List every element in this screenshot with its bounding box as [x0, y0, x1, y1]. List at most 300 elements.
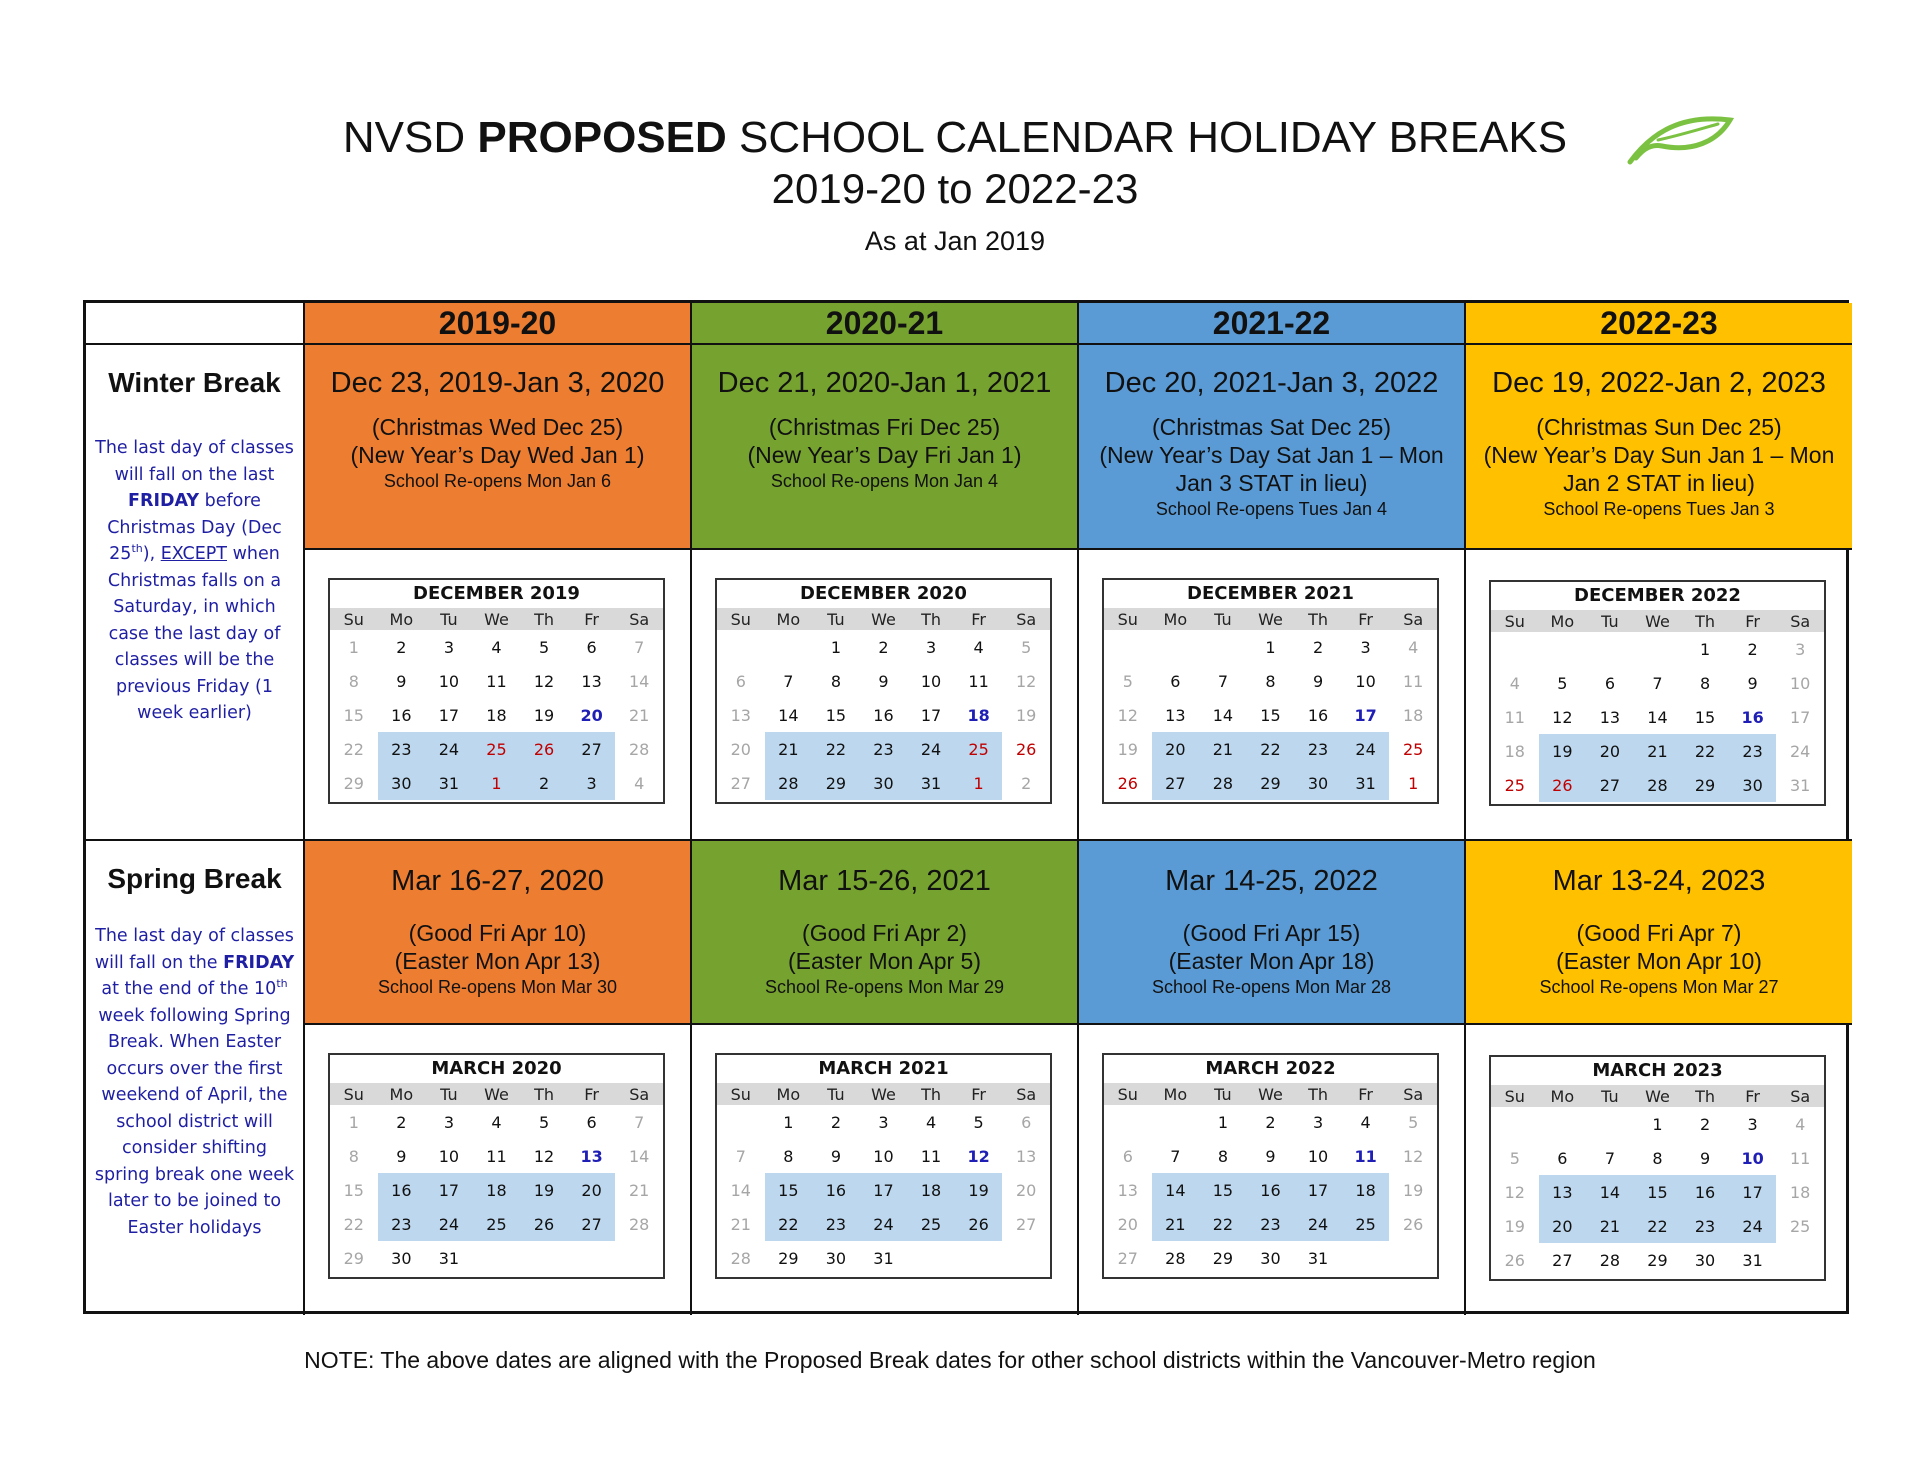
calendar-day: 21	[730, 1214, 751, 1234]
spring-break-note	[94, 923, 295, 1241]
calendar-day: 3	[1747, 1114, 1758, 1134]
calendar-month-title: MARCH 2020	[431, 1058, 562, 1079]
calendar-day: 14	[730, 1180, 751, 1200]
calendar-day	[717, 1105, 765, 1139]
calendar-day: 8	[783, 1146, 794, 1166]
calendar-grid	[330, 608, 663, 800]
calendar-day: 26	[1539, 768, 1587, 802]
calendar-day: 11	[920, 1146, 942, 1166]
weekday-label: Th	[1294, 608, 1342, 630]
calendar-day: 3	[1795, 639, 1806, 659]
calendar-day: 22	[765, 1207, 813, 1241]
calendar-day: 24	[425, 1207, 473, 1241]
calendar-day: 28	[1199, 766, 1247, 800]
march-2023-calendar	[1489, 1055, 1826, 1281]
calendar-day: 20	[1539, 1209, 1587, 1243]
reopen-text: School Re-opens Mon Mar 29	[764, 977, 1005, 997]
leaf-logo-icon	[1622, 112, 1734, 168]
note-text: when Christmas falls on a Saturday, in which case the last day of classes will be the previous Friday (1 week earlier)	[107, 544, 282, 723]
calendar-table	[83, 300, 1849, 1314]
calendar-day: 5	[538, 1112, 550, 1132]
reopen-text: School Re-opens Mon Jan 6	[383, 471, 612, 491]
desc-line: (New Year’s Day Sat Jan 1 – Mon Jan 3 STAT in lieu)	[1099, 442, 1444, 496]
calendar-day: 18	[486, 705, 507, 725]
spring-dates-2020-21	[692, 841, 1079, 1025]
calendar-day: 23	[1729, 734, 1777, 768]
break-range: Mar 13-24, 2023	[1552, 865, 1766, 897]
calendar-day: 3	[1312, 1112, 1324, 1132]
spring-break-label: Spring Break	[107, 863, 282, 894]
calendar-week-row	[330, 698, 663, 732]
calendar-day: 29	[1647, 1250, 1668, 1270]
calendar-day: 12	[1552, 707, 1573, 727]
calendar-day: 10	[438, 1146, 460, 1166]
calendar-day: 30	[1260, 1248, 1281, 1268]
reopen-text: School Re-opens Mon Mar 30	[377, 977, 618, 997]
calendar-day: 27	[730, 773, 751, 793]
desc-line: (Good Fri Apr 7)	[1576, 920, 1742, 946]
calendar-day: 22	[1247, 732, 1295, 766]
calendar-day: 10	[920, 671, 942, 691]
calendar-day: 7	[735, 1146, 746, 1166]
calendar-day: 1	[1217, 1112, 1228, 1132]
calendar-day: 31	[1742, 1250, 1763, 1270]
calendar-day: 12	[1504, 1182, 1525, 1202]
calendar-day: 9	[1699, 1148, 1711, 1168]
calendar-day: 2	[830, 1112, 841, 1132]
weekday-label: Su	[1491, 610, 1539, 632]
calendar-day: 28	[629, 739, 650, 759]
note-underline: EXCEPT	[160, 544, 227, 564]
calendar-day: 26	[1504, 1250, 1525, 1270]
calendar-day: 26	[1016, 739, 1037, 759]
calendar-week-row	[1491, 666, 1824, 700]
calendar-day: 29	[778, 1248, 799, 1268]
calendar-day: 21	[629, 1180, 650, 1200]
calendar-day: 1	[348, 637, 359, 657]
footnote: NOTE: The above dates are aligned with the Proposed Break dates for other school districts within the Vancouver-Metro region	[304, 1347, 1596, 1373]
calendar-day: 11	[968, 671, 989, 691]
calendar-day: 16	[1247, 1173, 1295, 1207]
calendar-day: 29	[812, 766, 860, 800]
calendar-day: 19	[1117, 739, 1138, 759]
calendar-day: 18	[1403, 705, 1424, 725]
calendar-day: 6	[586, 1112, 597, 1132]
calendar-day	[615, 1241, 663, 1275]
weekday-label: Sa	[1389, 1083, 1437, 1105]
calendar-day: 28	[1634, 768, 1682, 802]
calendar-day: 10	[438, 671, 460, 691]
calendar-day: 13	[580, 1146, 603, 1166]
calendar-month-title: DECEMBER 2022	[1574, 585, 1741, 606]
calendar-day: 21	[1152, 1207, 1200, 1241]
calendar-day: 23	[1681, 1209, 1729, 1243]
march-2022-calendar	[1102, 1053, 1439, 1279]
weekday-label: Mo	[1539, 1085, 1587, 1107]
calendar-day: 24	[860, 1207, 908, 1241]
calendar-day: 14	[1586, 1175, 1634, 1209]
calendar-day: 16	[391, 705, 412, 725]
calendar-day: 10	[1355, 671, 1376, 691]
weekday-label: Th	[1681, 1085, 1729, 1107]
weekday-label: We	[473, 1083, 521, 1105]
calendar-grid	[330, 1083, 663, 1275]
calendar-day: 17	[860, 1173, 908, 1207]
calendar-day: 25	[907, 1207, 955, 1241]
calendar-month-title: MARCH 2021	[818, 1058, 949, 1079]
calendar-week-row	[1104, 698, 1437, 732]
weekday-label: Su	[1104, 1083, 1152, 1105]
calendar-day: 2	[520, 766, 568, 800]
calendar-day: 30	[1694, 1250, 1716, 1270]
calendar-day: 3	[925, 637, 937, 657]
year-header-2022-23: 2022-23	[1466, 303, 1852, 345]
calendar-week-row	[330, 1139, 663, 1173]
calendar-week-row	[1104, 664, 1437, 698]
calendar-day: 21	[1199, 732, 1247, 766]
calendar-day: 11	[1790, 1148, 1811, 1168]
break-range: Mar 15-26, 2021	[778, 865, 991, 897]
calendar-day: 19	[955, 1173, 1003, 1207]
weekday-label: Sa	[615, 608, 663, 630]
weekday-label: Mo	[378, 1083, 426, 1105]
calendar-day: 19	[1403, 1180, 1424, 1200]
calendar-day: 29	[1247, 766, 1295, 800]
calendar-day: 17	[1790, 707, 1811, 727]
spring-dates-2021-22	[1079, 841, 1466, 1025]
calendar-day: 30	[860, 766, 908, 800]
calendar-day: 30	[391, 1248, 412, 1268]
calendar-day: 29	[1681, 768, 1729, 802]
calendar-day	[907, 1241, 955, 1275]
desc-line: (Christmas Sat Dec 25)	[1151, 414, 1391, 440]
calendar-day: 24	[1790, 741, 1811, 761]
year-header-2020-21: 2020-21	[692, 303, 1079, 345]
calendar-day: 27	[1152, 766, 1200, 800]
weekday-label: Sa	[1776, 610, 1824, 632]
note-text: before Christmas Day (Dec 25	[107, 491, 282, 564]
calendar-day: 23	[1247, 1207, 1295, 1241]
weekday-label: Tu	[812, 1083, 860, 1105]
calendar-day: 31	[425, 766, 473, 800]
calendar-day: 17	[1294, 1173, 1342, 1207]
calendar-day	[1002, 1241, 1050, 1275]
desc-line: (Easter Mon Apr 5)	[787, 948, 982, 974]
calendar-day: 29	[1212, 1248, 1234, 1268]
calendar-day: 17	[920, 705, 942, 725]
desc-line: (Good Fri Apr 10)	[408, 920, 587, 946]
calendar-month-title: DECEMBER 2020	[800, 583, 967, 604]
calendar-day: 1	[1265, 637, 1276, 657]
calendar-day: 19	[520, 1173, 568, 1207]
march-2021-calendar	[715, 1053, 1052, 1279]
calendar-week-row	[1491, 1107, 1824, 1141]
calendar-day: 11	[486, 671, 507, 691]
weekday-label: Fr	[955, 608, 1003, 630]
weekday-label: Fr	[1342, 1083, 1390, 1105]
calendar-day: 8	[1217, 1146, 1228, 1166]
calendar-day	[1776, 1243, 1824, 1277]
calendar-day: 25	[473, 1207, 521, 1241]
calendar-day: 4	[491, 1112, 502, 1132]
calendar-day: 9	[396, 671, 407, 691]
weekday-label: Tu	[1199, 608, 1247, 630]
calendar-week-row	[330, 732, 663, 766]
weekday-label: Tu	[1199, 1083, 1247, 1105]
weekday-label: Su	[330, 1083, 378, 1105]
calendar-day: 25	[1790, 1216, 1811, 1236]
calendar-week-row	[717, 1207, 1050, 1241]
weekday-label: Th	[1681, 610, 1729, 632]
calendar-day: 1	[1408, 773, 1419, 793]
calendar-day: 15	[1260, 705, 1281, 725]
desc-line: (Christmas Wed Dec 25)	[371, 414, 624, 440]
calendar-day: 12	[1016, 671, 1037, 691]
calendar-day: 9	[1747, 673, 1758, 693]
calendar-day: 1	[348, 1112, 359, 1132]
calendar-day: 20	[730, 739, 751, 759]
calendar-day: 14	[1647, 707, 1668, 727]
calendar-day: 28	[730, 1248, 751, 1268]
march-2021-cell	[692, 1025, 1079, 1315]
weekday-label: Fr	[955, 1083, 1003, 1105]
weekday-label: Mo	[1152, 608, 1200, 630]
calendar-day: 31	[1342, 766, 1390, 800]
calendar-day: 30	[825, 1248, 847, 1268]
calendar-day: 22	[812, 732, 860, 766]
weekday-label: Fr	[1342, 608, 1390, 630]
calendar-day: 29	[343, 1248, 364, 1268]
weekday-label: Fr	[1729, 1085, 1777, 1107]
calendar-day: 27	[568, 1207, 616, 1241]
calendar-week-row	[1104, 766, 1437, 800]
calendar-day: 16	[378, 1173, 426, 1207]
winter-break-side	[86, 345, 305, 841]
calendar-day: 7	[634, 637, 645, 657]
break-range: Dec 23, 2019-Jan 3, 2020	[330, 367, 665, 399]
calendar-day: 19	[1504, 1216, 1525, 1236]
calendar-day: 31	[907, 766, 955, 800]
year-header-2019-20: 2019-20	[305, 303, 692, 345]
calendar-day: 4	[973, 637, 984, 657]
calendar-day	[955, 1241, 1003, 1275]
calendar-day: 9	[396, 1146, 407, 1166]
calendar-day: 27	[1117, 1248, 1138, 1268]
note-bold: FRIDAY	[223, 952, 295, 973]
calendar-day: 2	[878, 637, 889, 657]
calendar-day: 4	[925, 1112, 937, 1132]
calendar-day: 5	[1557, 673, 1568, 693]
desc-line: (Christmas Fri Dec 25)	[768, 414, 1001, 440]
reopen-text: School Re-opens Mon Mar 27	[1539, 977, 1779, 997]
calendar-day: 6	[586, 637, 597, 657]
weekday-label: Fr	[568, 1083, 616, 1105]
weekday-label: Fr	[1729, 610, 1777, 632]
title-suffix: SCHOOL CALENDAR HOLIDAY BREAKS	[726, 113, 1568, 162]
break-range: Mar 14-25, 2022	[1165, 865, 1378, 897]
calendar-day: 7	[1604, 1148, 1615, 1168]
calendar-day: 28	[765, 766, 813, 800]
calendar-day: 25	[473, 732, 521, 766]
december-2020-cell	[692, 550, 1079, 841]
weekday-label: Tu	[812, 608, 860, 630]
calendar-day: 4	[634, 773, 645, 793]
calendar-grid	[1491, 1085, 1824, 1277]
calendar-day: 16	[1307, 705, 1329, 725]
calendar-day: 8	[1652, 1148, 1663, 1168]
calendar-day: 13	[730, 705, 751, 725]
calendar-day: 16	[812, 1173, 860, 1207]
calendar-day: 23	[378, 1207, 426, 1241]
calendar-day: 9	[1312, 671, 1324, 691]
calendar-day: 18	[1790, 1182, 1811, 1202]
calendar-day: 15	[1634, 1175, 1682, 1209]
calendar-day: 1	[1652, 1114, 1663, 1134]
calendar-day	[1491, 632, 1539, 666]
winter-dates-2022-23	[1466, 345, 1852, 550]
calendar-day: 22	[343, 739, 364, 759]
desc-line: (Good Fri Apr 15)	[1182, 920, 1361, 946]
calendar-week-row	[717, 630, 1050, 664]
calendar-day: 5	[1021, 637, 1032, 657]
calendar-day: 18	[1342, 1173, 1390, 1207]
calendar-day: 8	[830, 671, 841, 691]
calendar-day: 15	[343, 1180, 364, 1200]
calendar-day: 19	[533, 705, 555, 725]
calendar-day: 3	[1360, 637, 1371, 657]
weekday-label: Su	[330, 608, 378, 630]
calendar-week-row	[717, 766, 1050, 800]
march-2022-cell	[1079, 1025, 1466, 1315]
calendar-day: 21	[1634, 734, 1682, 768]
calendar-day: 16	[1741, 707, 1764, 727]
weekday-label: We	[1247, 1083, 1295, 1105]
break-desc	[305, 413, 690, 469]
calendar-day: 28	[1599, 1250, 1621, 1270]
calendar-day: 5	[538, 637, 550, 657]
calendar-week-row	[1104, 1207, 1437, 1241]
calendar-day: 12	[1117, 705, 1138, 725]
calendar-day	[1104, 630, 1152, 664]
calendar-week-row	[1491, 632, 1824, 666]
calendar-day: 17	[438, 705, 460, 725]
weekday-label: Mo	[765, 608, 813, 630]
calendar-day: 18	[1504, 741, 1525, 761]
calendar-month-title: DECEMBER 2019	[413, 583, 580, 604]
calendar-week-row	[717, 1105, 1050, 1139]
calendar-day: 4	[1795, 1114, 1806, 1134]
note-text: week following Spring Break. When Easter occurs over the first weekend of April, the school district will consider shifting spring break one week later to be joined to Easter holidays	[94, 1005, 295, 1238]
calendar-week-row	[1104, 1139, 1437, 1173]
calendar-day: 1	[1699, 639, 1711, 659]
weekday-label: Su	[1104, 608, 1152, 630]
winter-break-note	[94, 435, 295, 727]
calendar-day: 20	[1016, 1180, 1037, 1200]
break-range: Dec 19, 2022-Jan 2, 2023	[1492, 367, 1826, 399]
weekday-label: Sa	[1002, 1083, 1050, 1105]
weekday-label: Th	[1294, 1083, 1342, 1105]
calendar-day: 1	[955, 766, 1003, 800]
weekday-label: Sa	[615, 1083, 663, 1105]
calendar-day: 1	[473, 766, 521, 800]
note-text: The last day of classes will fall on the last	[95, 438, 294, 485]
calendar-day: 23	[378, 732, 426, 766]
calendar-day: 23	[812, 1207, 860, 1241]
corner-cell	[86, 303, 305, 345]
calendar-day: 4	[491, 637, 502, 657]
weekday-label: Tu	[425, 608, 473, 630]
calendar-week-row	[717, 1139, 1050, 1173]
calendar-week-row	[1491, 1141, 1824, 1175]
calendar-week-row	[1104, 630, 1437, 664]
calendar-week-row	[330, 766, 663, 800]
weekday-label: Mo	[378, 608, 426, 630]
calendar-day: 13	[581, 671, 602, 691]
calendar-week-row	[330, 664, 663, 698]
reopen-text: School Re-opens Tues Jan 4	[1155, 499, 1388, 519]
weekday-label: Su	[1491, 1085, 1539, 1107]
calendar-day: 16	[873, 705, 894, 725]
calendar-day: 7	[783, 671, 794, 691]
calendar-day	[1342, 1241, 1390, 1275]
calendar-day: 11	[1504, 707, 1525, 727]
calendar-day: 26	[520, 1207, 568, 1241]
calendar-week-row	[1491, 734, 1824, 768]
calendar-day: 15	[765, 1173, 813, 1207]
calendar-day: 21	[1586, 1209, 1634, 1243]
calendar-day: 11	[486, 1146, 507, 1166]
calendar-day: 30	[1294, 766, 1342, 800]
calendar-day: 12	[533, 671, 555, 691]
calendar-day: 31	[1307, 1248, 1329, 1268]
calendar-week-row	[1491, 1175, 1824, 1209]
reopen-text: School Re-opens Mon Mar 28	[1151, 977, 1392, 997]
note-bold: FRIDAY	[128, 491, 200, 511]
calendar-grid	[1104, 608, 1437, 800]
weekday-label: Mo	[1539, 610, 1587, 632]
calendar-day	[520, 1241, 568, 1275]
desc-line: (New Year’s Day Wed Jan 1)	[350, 442, 645, 468]
calendar-day: 10	[1741, 1148, 1764, 1168]
note-text: ),	[142, 544, 161, 564]
calendar-month-title: MARCH 2022	[1205, 1058, 1336, 1079]
calendar-day: 25	[1504, 775, 1525, 795]
calendar-week-row	[330, 1241, 663, 1275]
calendar-week-row	[330, 1173, 663, 1207]
calendar-day: 20	[1152, 732, 1200, 766]
calendar-day: 27	[1552, 1250, 1573, 1270]
calendar-week-row	[330, 1207, 663, 1241]
note-text: The last day of classes will fall on the	[94, 926, 294, 973]
calendar-day: 28	[1165, 1248, 1186, 1268]
calendar-day: 18	[473, 1173, 521, 1207]
title-years: 2019-20 to 2022-23	[771, 165, 1139, 212]
break-range: Dec 20, 2021-Jan 3, 2022	[1104, 367, 1439, 399]
calendar-day: 10	[873, 1146, 894, 1166]
calendar-week-row	[717, 1173, 1050, 1207]
calendar-week-row	[330, 1105, 663, 1139]
march-2023-cell	[1466, 1025, 1852, 1315]
calendar-day: 31	[1790, 775, 1811, 795]
calendar-day: 6	[1170, 671, 1181, 691]
calendar-day: 2	[1747, 639, 1758, 659]
spring-break-side	[86, 841, 305, 1315]
calendar-week-row	[1104, 1241, 1437, 1275]
calendar-month-title: DECEMBER 2021	[1187, 583, 1354, 604]
calendar-day: 3	[443, 637, 454, 657]
weekday-label: Su	[717, 1083, 765, 1105]
march-2020-cell	[305, 1025, 692, 1315]
